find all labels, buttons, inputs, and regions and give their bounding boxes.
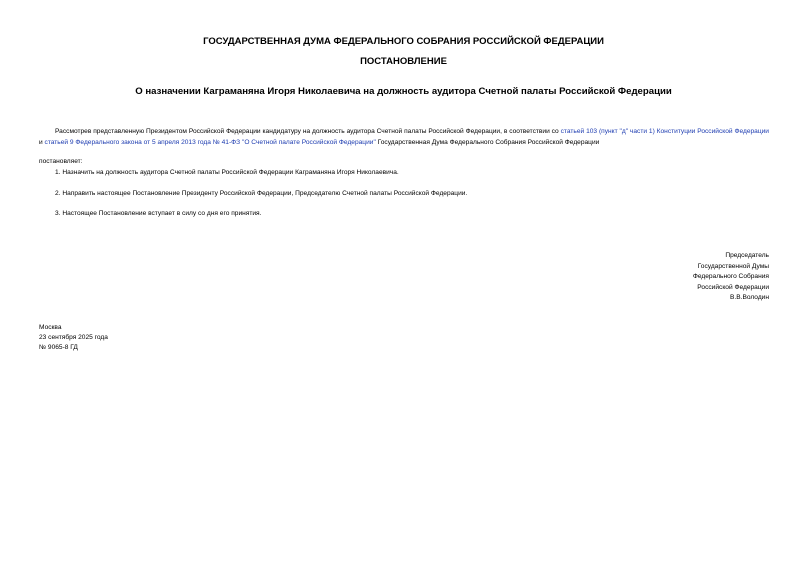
constitution-link[interactable]: статьей 103 (пункт "д" части 1) Конституции Российской Федерации (560, 128, 769, 135)
document-type: ПОСТАНОВЛЕНИЕ (360, 56, 447, 67)
decision-item-1: 1. Назначить на должность аудитора Счетной палаты Российской Федерации Каграманяна Игоря Николаевича. (55, 169, 399, 176)
issuing-organization: ГОСУДАРСТВЕННАЯ ДУМА ФЕДЕРАЛЬНОГО СОБРАНИЯ РОССИЙСКОЙ ФЕДЕРАЦИИ (203, 36, 604, 47)
signatory-name: В.В.Володин (730, 294, 769, 301)
federal-law-link[interactable]: статьей 9 Федерального закона от 5 апреля 2013 года № 41-ФЗ "О Счетной палате Российской Федерации" (44, 139, 376, 146)
signature-body-3: Российской Федерации (697, 284, 769, 291)
footer-date: 23 сентября 2025 года (39, 334, 108, 341)
intro-paragraph (39, 126, 769, 148)
signature-body-2: Федерального Собрания (692, 273, 769, 280)
decides-label: постановляет: (39, 158, 83, 165)
intro-text-2: и (39, 139, 45, 146)
decision-item-2: 2. Направить настоящее Постановление Президенту Российской Федерации, Председателю Счетной палаты Российской Федерации. (55, 190, 468, 197)
signature-position: Председатель (725, 252, 769, 259)
intro-text-1: Рассмотрев представленную Президентом Российской Федерации кандидатуру на должность аудитора Счетной палаты Российской Федерации, в соответствии со (55, 128, 561, 135)
decision-item-3: 3. Настоящее Постановление вступает в силу со дня его принятия. (55, 210, 262, 217)
footer-city: Москва (39, 324, 62, 331)
intro-text-3: Государственная Дума Федерального Собрания Российской Федерации (375, 139, 600, 146)
signature-body-1: Государственной Думы (697, 263, 769, 270)
document-title: О назначении Каграманяна Игоря Николаевича на должность аудитора Счетной палаты Российской Федерации (135, 86, 672, 97)
footer-document-number: № 9065-8 ГД (39, 344, 78, 351)
